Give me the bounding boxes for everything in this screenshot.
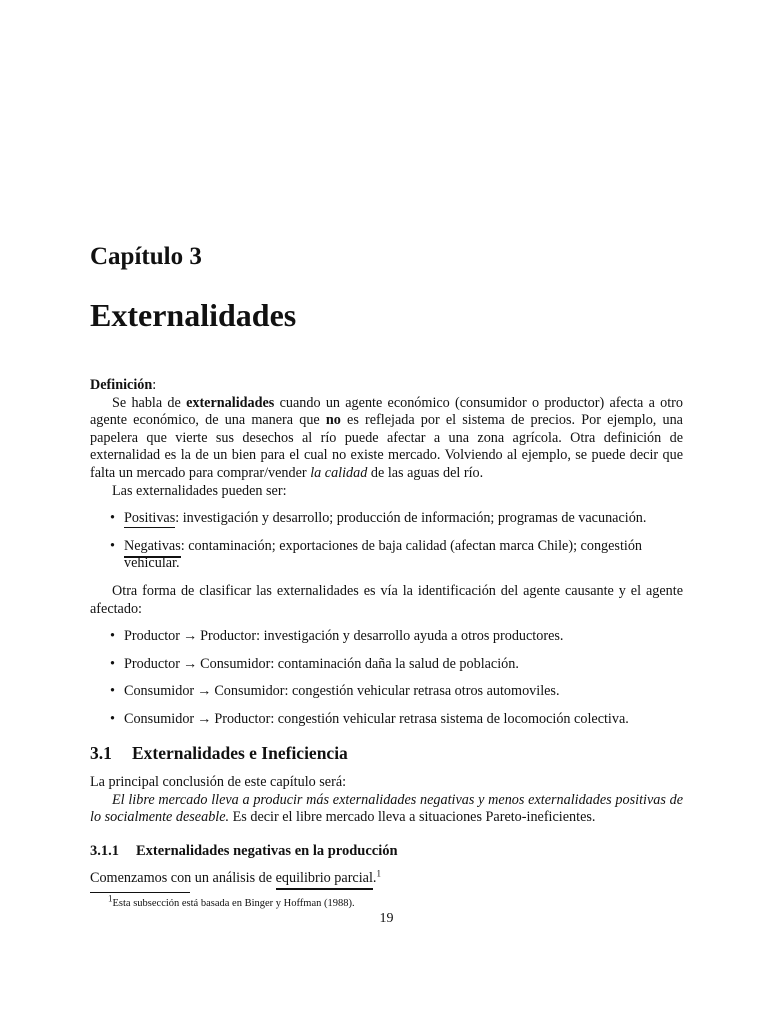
classification-text: : investigación y desarrollo ayuda a otros productores. <box>256 628 564 645</box>
agent-to: Productor <box>214 710 271 727</box>
definition-emphasis-no: no <box>325 412 341 429</box>
definition-italic: la calidad <box>310 464 368 481</box>
agent-from: Consumidor <box>124 683 195 700</box>
list-item <box>90 510 683 528</box>
footnote-text: Esta subsección está basada en Binger y Hoffman (1988). <box>112 898 355 910</box>
agent-from: Productor <box>124 628 180 645</box>
chapter-title: Externalidades <box>90 297 297 333</box>
definition-colon: : <box>152 377 157 393</box>
subsection-title: Externalidades negativas en la producción <box>136 842 398 859</box>
section-heading <box>90 742 683 763</box>
agent-to: Productor <box>200 628 257 645</box>
chapter-label: Capítulo 3 <box>90 243 202 270</box>
externality-types-list <box>90 510 683 573</box>
subsection-heading <box>90 843 683 861</box>
right-arrow-icon: → <box>197 710 212 727</box>
right-arrow-icon: → <box>182 628 198 645</box>
footnote <box>90 893 683 910</box>
list-item <box>90 711 683 729</box>
agent-to: Consumidor <box>214 683 285 700</box>
list-item <box>90 628 683 646</box>
definition-text-c: es reflejada por el sistema de precios. Por ejemplo, una papelera que vierte sus desechos al río puede afectar a una zona agrícola. Otra definición de externalidad es la de un bien para el cual no existe mercado. Volviendo al ejemplo, se puede decir que falta un mercado para comprar/vender <box>90 412 683 481</box>
definition-term: externalidades <box>186 394 275 411</box>
agent-from: Consumidor <box>124 710 195 727</box>
section-title: Externalidades e Ineficiencia <box>132 742 348 763</box>
agent-to: Consumidor <box>200 655 271 672</box>
section-intro: La principal conclusión de este capítulo será: <box>90 774 347 791</box>
definition-paragraph <box>90 395 683 483</box>
definition-text-b: cuando un agente económico (consumidor o productor) afecta a otro agente económico, de una manera que <box>90 394 683 429</box>
right-arrow-icon: → <box>182 655 198 672</box>
definition-heading: Definición <box>90 377 153 393</box>
classification-text: : contaminación daña la salud de población. <box>270 655 519 672</box>
footnote-mark: 1 <box>108 893 113 904</box>
claim-italic: El libre mercado lleva a producir más externalidades negativas y menos externalidades positivas de lo socialmente deseable. <box>90 791 683 826</box>
types-intro: Las externalidades pueden ser: <box>112 482 287 499</box>
subsection-number: 3.1.1 <box>90 842 119 859</box>
agent-from: Productor <box>124 655 180 672</box>
section-number: 3.1 <box>90 742 112 763</box>
page-number: 19 <box>379 911 394 926</box>
type-term-negativas: Negativas <box>124 538 181 558</box>
type-text: : contaminación; exportaciones de baja calidad (afectan marca Chile); congestión vehicular. <box>124 537 643 572</box>
list-item <box>90 683 683 701</box>
list-item <box>90 656 683 674</box>
footnote-divider <box>90 892 190 893</box>
footnote-reference[interactable]: 1 <box>376 868 381 879</box>
classify-intro: Otra forma de clasificar las externalidades es vía la identificación del agente causante y el agente afectado: <box>90 582 683 617</box>
classification-list <box>90 628 683 728</box>
subsection-text <box>90 870 683 888</box>
body-text <box>90 377 683 910</box>
type-term-positivas: Positivas <box>124 510 176 527</box>
classification-text: : congestión vehicular retrasa sistema de locomoción colectiva. <box>270 710 629 727</box>
definition-heading-line <box>90 377 683 395</box>
definition-text-d: de las aguas del río. <box>367 464 484 481</box>
subsection-text-b: . <box>372 870 377 887</box>
list-item <box>90 538 683 573</box>
type-text: : investigación y desarrollo; producción de información; programas de vacunación. <box>175 510 647 527</box>
right-arrow-icon: → <box>197 683 212 700</box>
claim-rest: Es decir el libre mercado lleva a situaciones Pareto-ineficientes. <box>229 809 596 826</box>
section-claim <box>90 792 683 827</box>
subsection-text-a: Comenzamos con un análisis de <box>90 870 276 887</box>
term-equilibrio-parcial: equilibrio parcial <box>276 870 373 890</box>
classification-text: : congestión vehicular retrasa otros automoviles. <box>284 683 560 700</box>
definition-text-a: Se habla de <box>112 394 187 411</box>
